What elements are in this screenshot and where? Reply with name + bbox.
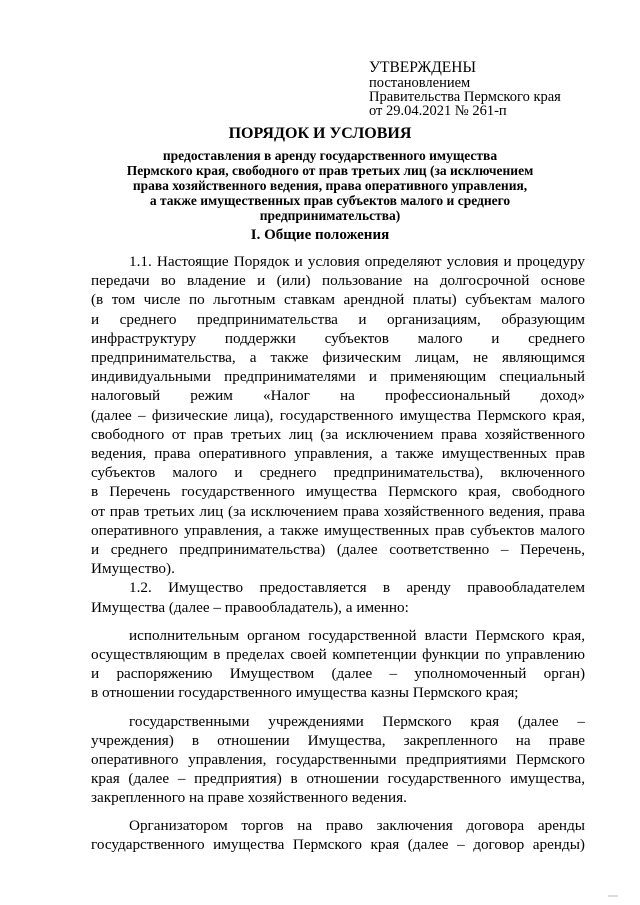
paragraph-line: и среднего предпринимательства и организациям, образующим — [91, 310, 585, 328]
paragraph-line: государственными учреждениями Пермского края (далее – — [129, 712, 585, 730]
paragraph-line: оперативного управления, государственными предприятиями Пермского — [91, 751, 585, 769]
paragraph-line: и распоряжению Имуществом (далее – уполномоченный орган) — [91, 665, 585, 683]
paragraph-line: Организатором торгов на право заключения договора аренды — [129, 816, 585, 834]
section-heading: I. Общие положения — [250, 227, 390, 243]
approval-line: постановлением — [369, 75, 471, 91]
approval-heading: УТВЕРЖДЕНЫ — [369, 59, 476, 76]
paragraph-line: исполнительным органом государственной власти Пермского края, — [129, 626, 585, 644]
paragraph-line: Имущество). — [91, 560, 175, 578]
paragraph-line: Имущества (далее – правообладатель), а именно: — [91, 598, 409, 616]
subtitle-line: а также имущественных прав субъектов малого и среднего — [149, 193, 511, 208]
subtitle-line: права хозяйственного ведения, права оперативного управления, — [132, 178, 528, 193]
paragraph-line: налоговый режим «Налог на профессиональный доход» — [91, 387, 585, 405]
paragraph-line: в Перечень государственного имущества Пермского края, свободного — [91, 483, 585, 501]
paragraph-line: государственного имущества Пермского края (далее – договор аренды) — [91, 835, 585, 853]
paragraph-line: осуществляющим в пределах своей компетенции функции по управлению — [91, 646, 585, 664]
subtitle-line: предпринимательства) — [259, 208, 401, 223]
paragraph-line: 1.2. Имущество предоставляется в аренду правообладателем — [129, 579, 585, 597]
paragraph-line: в отношении государственного имущества казны Пермского края; — [91, 684, 519, 702]
paragraph-line: 1.1. Настоящие Порядок и условия определяют условия и процедуру — [129, 253, 585, 270]
subtitle-line: Пермского края, свободного от прав третьих лиц (за исключением — [126, 163, 534, 178]
approval-date: от 29.04.2021 № 261-п — [369, 103, 507, 119]
paragraph-line: (в том числе по льготным ставкам арендной платы) субъектам малого — [91, 291, 585, 309]
document-body — [91, 252, 585, 854]
paragraph-line: учреждения) в отношении Имущества, закрепленного на праве — [91, 731, 585, 749]
paragraph-line: инфраструктуру поддержки субъектов малого и среднего — [91, 329, 585, 347]
paragraph-line: оперативного управления, а также имущественных прав субъектов малого — [91, 521, 585, 539]
approval-line: Правительства Пермского края — [369, 89, 561, 105]
paragraph-line: субъектов малого и среднего предпринимательства), включенного — [91, 464, 585, 482]
paragraph-line: передачи во владение и (или) пользование на долгосрочной основе — [91, 272, 585, 290]
document-subtitle — [100, 148, 560, 223]
paragraph-line: от прав третьих лиц (за исключением права хозяйственного ведения, права — [91, 502, 585, 520]
page-corner-mark — [608, 895, 618, 897]
paragraph-line: закрепленного на праве хозяйственного ведения. — [91, 789, 407, 807]
paragraph-line: и среднего предпринимательства) (далее соответственно – Перечень, — [91, 541, 585, 559]
document-title: ПОРЯДОК И УСЛОВИЯ — [228, 125, 412, 142]
paragraph-line: предпринимательства, а также физическим лицам, не являющимся — [91, 349, 585, 367]
paragraph-line: свободного от прав третьих лиц (за исключением права хозяйственного — [91, 425, 585, 443]
paragraph-line: ведения, права оперативного управления, а также имущественных прав — [91, 445, 585, 463]
paragraph-line: края (далее – предприятия) в отношении государственного имущества, — [91, 770, 585, 788]
paragraph-line: (далее – физические лица), государственного имущества Пермского края, — [91, 406, 585, 424]
subtitle-line: предоставления в аренду государственного имущества — [162, 148, 498, 163]
paragraph-line: индивидуальными предпринимателями и применяющим специальный — [91, 368, 585, 386]
approval-stamp — [369, 60, 561, 118]
